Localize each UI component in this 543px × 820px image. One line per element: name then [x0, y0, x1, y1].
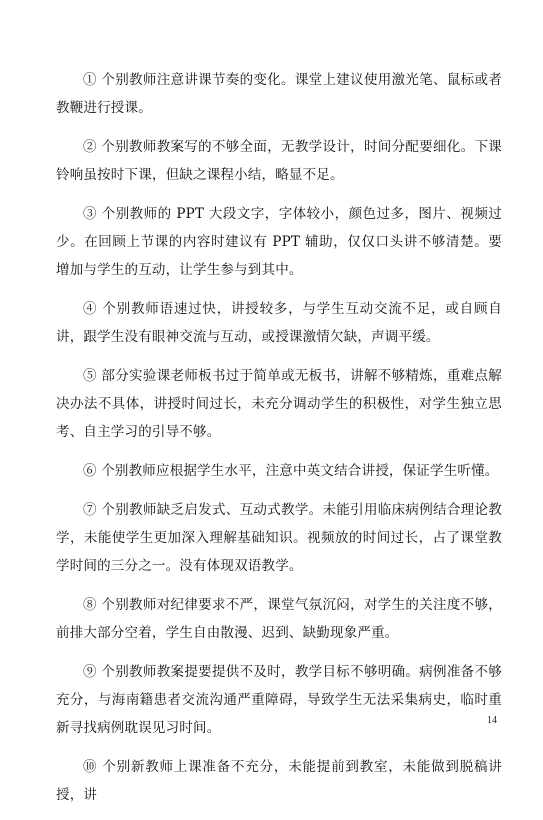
paragraph-item-7: ⑦ 个别教师缺乏启发式、互动式教学。未能引用临床病例结合理论教学，未能使学生更加深入理解基础知识。视频放的时间过长，占了课堂教学时间的三分之一。没有体现双语教学。	[56, 502, 502, 574]
document-body	[56, 66, 502, 820]
paragraph-item-5: ⑤ 部分实验课老师板书过于简单或无板书，讲解不够精炼，重难点解决办法不具体，讲授时间过长，未充分调动学生的积极性，对学生独立思考、自主学习的引导不够。	[56, 368, 502, 440]
paragraph-item-3: ③ 个别教师的 PPT 大段文字，字体较小，颜色过多，图片、视频过少。在回顾上节课的内容时建议有 PPT 辅助，仅仅口头讲不够清楚。要增加与学生的互动，让学生参与到其中。	[56, 206, 502, 278]
paragraph-item-2: ② 个别教师教案写的不够全面，无教学设计，时间分配要细化。下课铃响虽按时下课，但缺之课程小结，略显不足。	[56, 139, 502, 183]
paragraph-item-1: ① 个别教师注意讲课节奏的变化。课堂上建议使用激光笔、鼠标或者教鞭进行授课。	[56, 72, 502, 116]
paragraph-item-4: ④ 个别教师语速过快，讲授较多，与学生互动交流不足，或自顾自讲，跟学生没有眼神交流与互动，或授课激情欠缺，声调平缓。	[56, 301, 502, 345]
paragraph-item-8: ⑧ 个别教师对纪律要求不严，课堂气氛沉闷，对学生的关注度不够，前排大部分空着，学生自由散漫、迟到、缺勤现象严重。	[56, 597, 502, 641]
paragraph-item-9: ⑨ 个别教师教案提要提供不及时，教学目标不够明确。病例准备不够充分，与海南籍患者交流沟通严重障碍，导致学生无法采集病史，临时重新寻找病例耽误见习时间。	[56, 664, 502, 736]
page-number: 14	[487, 715, 497, 726]
paragraph-item-6: ⑥ 个别教师应根据学生水平，注意中英文结合讲授，保证学生听懂。	[83, 463, 499, 479]
paragraph-item-10: ⑩ 个别新教师上课准备不充分，未能提前到教室，未能做到脱稿讲授，讲	[56, 759, 502, 803]
